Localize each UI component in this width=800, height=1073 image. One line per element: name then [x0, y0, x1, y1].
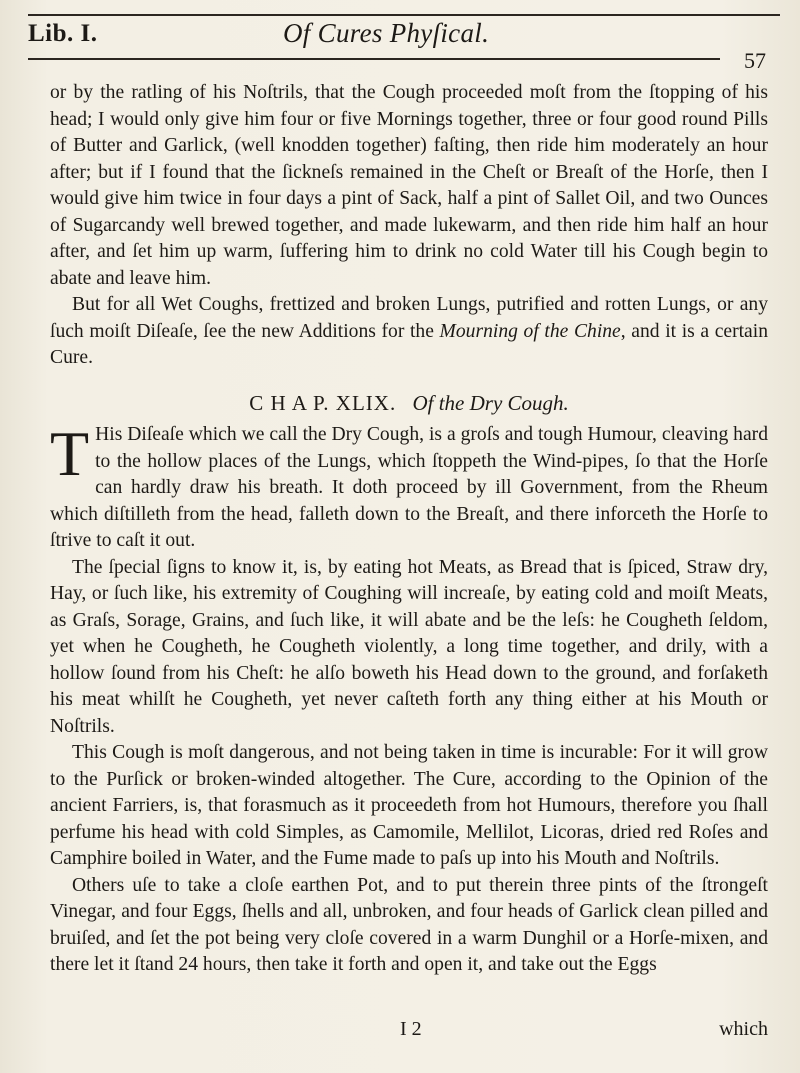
- dry-cough-intro-text: His Diſeaſe which we call the Dry Cough, is a groſs and tough Humour, cleaving hard to the hollow places of the Lungs, which ſtoppeth the Wind-pipes, ſo that the Horſe can hardly draw his breath. It doth proceed by ill Government, from the Rheum which diſtilleth from the head, falleth down to the Breaſt, and there inforceth the Horſe to ſtrive to caſt it out.: [50, 424, 768, 551]
- paragraph-dry-cough-intro: [50, 418, 768, 555]
- page-number: 57: [744, 48, 766, 73]
- page-footer: [50, 1018, 768, 1058]
- book-section-label: Lib. I.: [28, 20, 98, 47]
- page-body: [50, 80, 768, 979]
- header-bottom-rule: [28, 58, 720, 60]
- paragraph-continuation: or by the ratling of his Noſtrils, that the Cough proceeded moſt from the ſtopping of his head; I would only give him four or five Mornings together, three or four good round Pills of Butter and Garlick, (well knodden together) faſting, then ride him moderately an hour after; but if I found that the ſickneſs remained in the Cheſt or Breaſt of the Horſe, then I would give him twice in four days a pint of Sack, half a pint of Sallet Oil, and two Ounces of Sugarcandy well brewed together, and made lukewarm, and then ride him half an hour after, and ſet him up warm, ſuffering him to drink no cold Water till his Cough begin to abate and leave him.: [50, 82, 768, 289]
- header-top-rule: [28, 14, 780, 16]
- running-title: Of Cures Phyſical.: [283, 18, 490, 48]
- paragraph-signs: The ſpecial ſigns to know it, is, by eating hot Meats, as Bread that is ſpiced, Straw dry, Hay, or ſuch like, his extremity of Coughing will increaſe, by eating cold and moiſt Meats, as Graſs, Sorage, Grains, and ſuch like, it will abate and be the leſs: he Cougheth ſeldom, yet when he Cougheth, he Cougheth violently, a long time together, and drily, with a hollow ſound from his Cheſt: he alſo boweth his Head down to the ground, and forſaketh his meat whilſt he Cougheth, yet never caſteth forth any thing either at his Mouth or Noſtrils.: [50, 556, 768, 737]
- drop-cap: T: [50, 418, 90, 489]
- paragraph-wet-coughs: [50, 292, 768, 372]
- wet-coughs-text-a: But for all Wet Coughs, frettized and broken Lungs, putrified and rotten Lungs, or any ſuch moiſt Diſeaſe, ſee the new Additions for the: [50, 294, 768, 342]
- chapter-title: Of the Dry Cough.: [412, 390, 569, 415]
- chapter-number: C H A P. XLIX.: [249, 390, 397, 415]
- running-header: [28, 10, 780, 73]
- signature-mark: I 2: [400, 1018, 422, 1040]
- paragraph-cure: This Cough is moſt dangerous, and not being taken in time is incurable: For it will grow to the Purſick or broken-winded altogether. The Cure, according to the Opinion of the ancient Farriers, is, that forasmuch as it proceedeth from hot Humours, therefore you ſhall perfume his head with cold Simples, as Camomile, Mellilot, Licoras, dried red Roſes and Camphire boiled in Water, and the Fume made to paſs up into his Mouth and Noſtrils.: [50, 742, 768, 869]
- paragraph-others: Others uſe to take a cloſe earthen Pot, and to put therein three pints of the ſtrongeſt Vinegar, and four Eggs, ſhells and all, unbroken, and four heads of Garlick clean pilled and bruiſed, and ſet the pot being very cloſe covered in a warm Dunghil or a Horſe-mixen, and there let it ſtand 24 hours, then take it forth and open it, and take out the Eggs: [50, 874, 768, 975]
- wet-coughs-italic-ref: Mourning of the Chine: [439, 320, 621, 342]
- chapter-heading: [50, 390, 768, 417]
- catchword: which: [719, 1018, 768, 1040]
- wet-coughs-text-b: , and it is a certain Cure.: [50, 320, 768, 368]
